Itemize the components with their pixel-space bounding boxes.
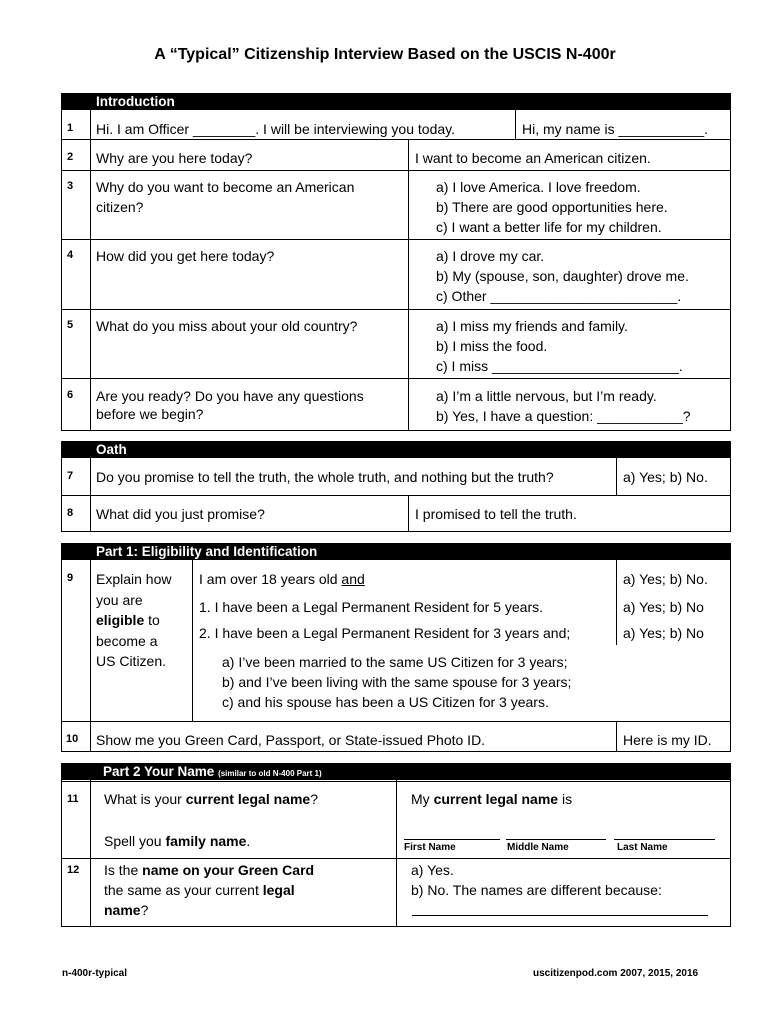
question-text — [104, 831, 250, 851]
answer-text: Hi, my name is ___________. — [522, 121, 708, 137]
statement-text — [199, 569, 365, 589]
question-text: Why are you here today? — [96, 150, 253, 166]
answer-text: a) Yes; b) No. — [623, 469, 708, 485]
row-number: 11 — [67, 793, 79, 805]
text-fragment: What is your — [104, 791, 186, 807]
field-label-last-name: Last Name — [617, 842, 668, 853]
answer-option: a) I drove my car. — [436, 248, 545, 264]
bold-term: eligible — [96, 612, 145, 628]
text-fragment: ? — [140, 902, 149, 918]
text-fragment: Spell you — [104, 833, 166, 849]
answer-option: b) No. The names are different because: — [411, 882, 662, 898]
question-text: What did you just promise? — [96, 506, 265, 522]
text-fragment: ? — [310, 791, 318, 807]
row-number: 8 — [67, 507, 74, 519]
bold-term: family name — [165, 833, 247, 849]
text-fragment: Is the — [104, 862, 143, 878]
question-text: Why do you want to become an American — [96, 179, 355, 195]
section-header-part1 — [61, 543, 731, 560]
answer-option: c) I miss ________________________. — [436, 358, 683, 374]
question-text: become a — [96, 633, 158, 649]
answer-option: c) Other ________________________. — [436, 288, 682, 304]
section-note: (similar to old N-400 Part 1) — [218, 769, 322, 778]
row-number: 4 — [67, 249, 74, 261]
row-number: 9 — [67, 572, 74, 584]
answer-option: a) I’m a little nervous, but I’m ready. — [436, 388, 657, 404]
row-number: 3 — [67, 180, 74, 192]
answer-option: b) I miss the food. — [436, 338, 548, 354]
answer-option: a) I love America. I love freedom. — [436, 179, 641, 195]
answer-option: b) Yes, I have a question: ___________? — [436, 408, 691, 424]
question-text — [104, 789, 318, 809]
row-number: 5 — [67, 319, 74, 331]
underlined-word: and — [341, 571, 365, 587]
footer-left: n-400r-typical — [62, 968, 128, 979]
answer-option: c) I want a better life for my children. — [436, 219, 662, 235]
section-title: Introduction — [96, 94, 175, 109]
text-fragment: to — [144, 612, 160, 628]
question-text: Hi. I am Officer ________. I will be interviewing you today. — [96, 121, 455, 137]
bold-term: name — [104, 902, 141, 918]
question-text — [104, 880, 295, 900]
answer-option: b) My (spouse, son, daughter) drove me. — [436, 268, 689, 284]
page-title: A “Typical” Citizenship Interview Based on the USCIS N-400r — [154, 46, 616, 63]
question-text: US Citizen. — [96, 653, 167, 669]
row-number: 7 — [67, 470, 74, 482]
question-text: How did you get here today? — [96, 248, 275, 264]
field-label-first-name: First Name — [404, 842, 456, 853]
answer-text: I promised to tell the truth. — [415, 506, 577, 522]
sub-condition: a) I’ve been married to the same US Citizen for 3 years; — [222, 654, 568, 670]
answer-text: a) Yes; b) No — [623, 625, 704, 641]
row-number: 12 — [67, 864, 80, 876]
bold-term: current legal name — [185, 791, 311, 807]
section-title — [103, 763, 322, 782]
field-label-middle-name: Middle Name — [507, 842, 569, 853]
section-title-text: Part 2 Your Name — [103, 764, 215, 779]
row-number: 6 — [67, 389, 74, 401]
section-header-part2 — [61, 763, 731, 780]
text-fragment: . — [246, 833, 251, 849]
section-header-introduction — [61, 93, 731, 110]
question-text — [96, 610, 160, 630]
section-title: Part 1: Eligibility and Identification — [96, 544, 318, 559]
bold-term: legal — [262, 882, 295, 898]
answer-text: a) Yes; b) No — [623, 599, 704, 615]
section-title: Oath — [96, 442, 127, 457]
bold-term: current legal name — [433, 791, 559, 807]
text-fragment: is — [558, 791, 573, 807]
text-fragment: My — [411, 791, 434, 807]
sub-condition: b) and I’ve been living with the same spouse for 3 years; — [222, 674, 572, 690]
answer-text: a) Yes; b) No. — [623, 571, 708, 587]
question-text: Explain how — [96, 571, 172, 587]
row-number: 10 — [66, 733, 79, 745]
question-text: citizen? — [96, 199, 144, 215]
row-number: 1 — [67, 122, 74, 134]
text-fragment: I am over 18 years old — [199, 571, 342, 587]
answer-text: Here is my ID. — [623, 732, 712, 748]
text-fragment: the same as your current — [104, 882, 263, 898]
question-text: Are you ready? Do you have any questions — [96, 388, 364, 404]
question-text — [104, 900, 148, 920]
question-text — [104, 860, 314, 880]
footer-right: uscitizenpod.com 2007, 2015, 2016 — [533, 968, 699, 979]
answer-text — [411, 789, 572, 809]
answer-option: b) There are good opportunities here. — [436, 199, 668, 215]
section-header-oath — [61, 441, 731, 458]
question-text: Show me you Green Card, Passport, or State-issued Photo ID. — [96, 732, 486, 748]
statement-text: 2. I have been a Legal Permanent Resident for 3 years and; — [199, 625, 571, 641]
question-text: you are — [96, 592, 143, 608]
sub-condition: c) and his spouse has been a US Citizen for 3 years. — [222, 694, 549, 710]
bold-term: name on your Green Card — [142, 862, 315, 878]
question-text: What do you miss about your old country? — [96, 318, 358, 334]
answer-option: a) I miss my friends and family. — [436, 318, 628, 334]
question-text: before we begin? — [96, 406, 204, 422]
row-number: 2 — [67, 151, 74, 163]
answer-text: I want to become an American citizen. — [415, 150, 651, 166]
statement-text: 1. I have been a Legal Permanent Resident for 5 years. — [199, 599, 543, 615]
question-text: Do you promise to tell the truth, the whole truth, and nothing but the truth? — [96, 469, 554, 485]
answer-option: a) Yes. — [411, 862, 454, 878]
